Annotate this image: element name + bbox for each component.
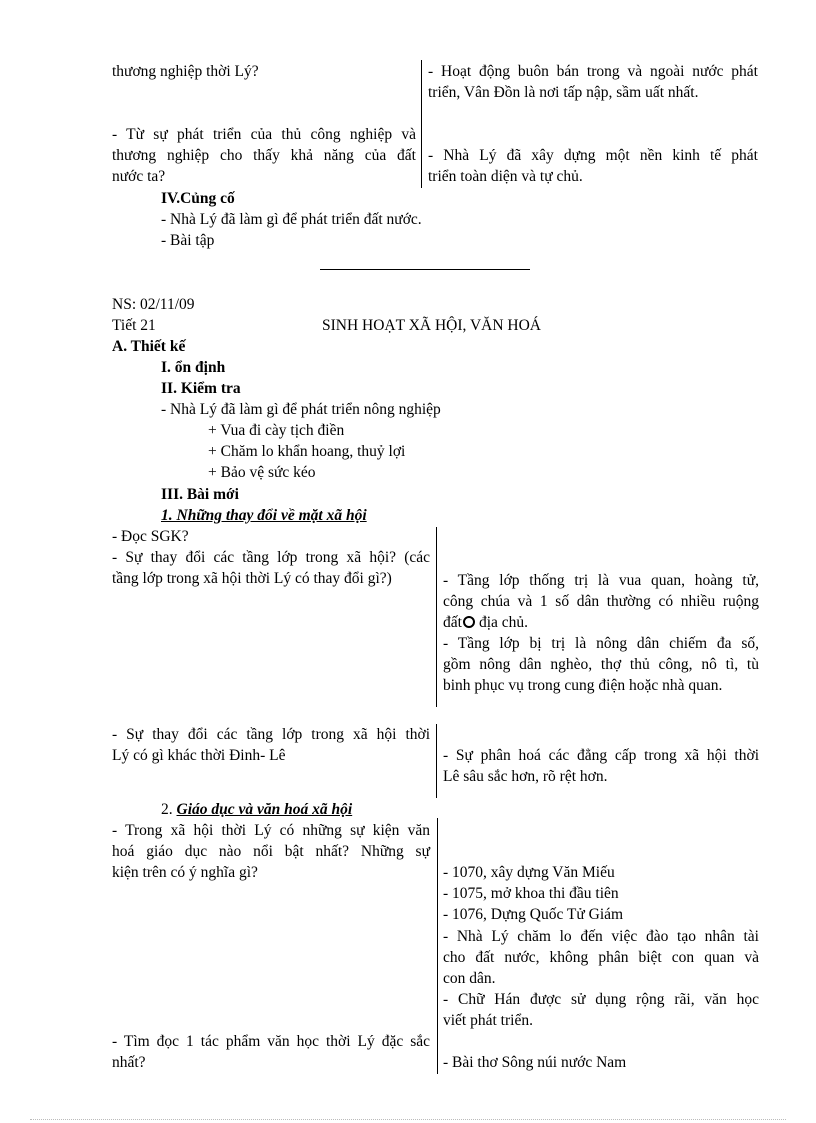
part1b-left-line-1: - Sự thay đổi các tầng lớp trong xã hội thời (112, 726, 430, 743)
section-iv-heading: IV.Củng cố (161, 190, 235, 207)
top-table-divider (421, 60, 422, 188)
part1-right-line-3b: địa chủ. (478, 614, 529, 631)
part2-left-line-3: kiện trên có ý nghĩa gì? (112, 864, 258, 881)
part2-right-line-3: - 1076, Dựng Quốc Tử Giám (443, 906, 624, 923)
part1-left-line-3: tầng lớp trong xã hội thời Lý có thay đổi gì?) (112, 570, 392, 587)
top-right-line-3: - Nhà Lý đã xây dựng một nền kinh tế phát (428, 147, 758, 164)
part2-left-line-2: hoá giáo dục nào nổi bật nhất? Những sự (112, 843, 430, 860)
heading-iii: III. Bài mới (161, 486, 239, 503)
page-bottom-border (30, 1119, 786, 1120)
lesson-number: Tiết 21 (112, 317, 156, 334)
part2b-right-line-1: - Bài thơ Sông núi nước Nam (443, 1054, 627, 1071)
part1-right-line-1: - Tầng lớp thống trị là vua quan, hoàng tử, (443, 572, 759, 589)
part2-left-line-1: - Trong xã hội thời Lý có những sự kiện văn (112, 822, 430, 839)
heading-a: A. Thiết kế (112, 338, 186, 355)
top-left-line-1: thương nghiệp thời Lý? (112, 63, 259, 80)
part1b-right-line-1: - Sự phân hoá các đẳng cấp trong xã hội thời (443, 747, 759, 764)
part1-right-line-3 (443, 613, 528, 633)
part1-right-line-5: gồm nông dân nghèo, thợ thủ công, nô tì, tù (443, 656, 759, 673)
top-right-line-2: triển, Vân Đồn là nơi tấp nập, sầm uất nhất. (428, 84, 699, 101)
part2-right-line-6: con dân. (443, 970, 496, 987)
part2-heading (161, 800, 352, 820)
lesson-title: SINH HOẠT XÃ HỘI, VĂN HOÁ (322, 317, 542, 334)
section-iv-item-2: - Bài tập (161, 232, 215, 249)
part1-right-line-3a: đất (443, 614, 462, 631)
check-point-3: + Bảo vệ sức kéo (208, 464, 316, 481)
part1-right-line-6: binh phục vụ trong cung điện hoặc nhà quan. (443, 677, 723, 694)
part2-right-line-5: cho đất nước, không phân biệt con quan và (443, 949, 759, 966)
part2-right-line-7: - Chữ Hán được sử dụng rộng rãi, văn học (443, 991, 759, 1008)
circle-arrow-icon (463, 616, 475, 628)
part1-left-line-1: - Đọc SGK? (112, 528, 189, 545)
lesson-date: NS: 02/11/09 (112, 296, 195, 313)
part1-right-line-2: công chúa và 1 số dân thường có nhiều ruộng (443, 593, 759, 610)
top-left-line-2: - Từ sự phát triển của thủ công nghiệp và (112, 126, 416, 143)
part2-title: Giáo dục và văn hoá xã hội (176, 801, 353, 818)
section-iv-item-1: - Nhà Lý đã làm gì để phát triển đất nước. (161, 211, 422, 228)
part2b-left-line-1: - Tìm đọc 1 tác phẩm văn học thời Lý đặc sắc (112, 1033, 430, 1050)
part1-left-line-2: - Sự thay đổi các tầng lớp trong xã hội? (các (112, 549, 430, 566)
part2-number: 2. (161, 801, 173, 818)
check-point-1: + Vua đi cày tịch điền (208, 422, 345, 439)
heading-i: I. ổn định (161, 359, 226, 376)
part1b-right-line-2: Lê sâu sắc hơn, rõ rệt hơn. (443, 768, 608, 785)
part1-heading: 1. Những thay đổi về mặt xã hội (161, 507, 367, 524)
part1-divider (436, 527, 437, 707)
part2-right-line-4: - Nhà Lý chăm lo đến việc đào tạo nhân tài (443, 928, 759, 945)
check-question: - Nhà Lý đã làm gì để phát triển nông nghiệp (161, 401, 441, 418)
part2-right-line-1: - 1070, xây dựng Văn Miếu (443, 864, 615, 881)
part2-right-line-8: viết phát triển. (443, 1012, 533, 1029)
top-right-line-4: triển toàn diện và tự chủ. (428, 168, 583, 185)
part1-right-line-4: - Tầng lớp bị trị là nông dân chiếm đa số, (443, 635, 759, 652)
heading-ii: II. Kiểm tra (161, 380, 241, 397)
top-left-line-3: thương nghiệp cho thấy khả năng của đất (112, 147, 416, 164)
part2-divider (437, 818, 438, 1074)
section-separator (320, 269, 530, 270)
part1b-left-line-2: Lý có gì khác thời Đinh- Lê (112, 747, 286, 764)
top-right-line-1: - Hoạt động buôn bán trong và ngoài nước phát (428, 63, 758, 80)
check-point-2: + Chăm lo khẩn hoang, thuỷ lợi (208, 443, 406, 460)
part2-right-line-2: - 1075, mở khoa thi đầu tiên (443, 885, 619, 902)
top-left-line-4: nước ta? (112, 168, 166, 185)
part1b-divider (436, 724, 437, 798)
part2b-left-line-2: nhất? (112, 1054, 146, 1071)
